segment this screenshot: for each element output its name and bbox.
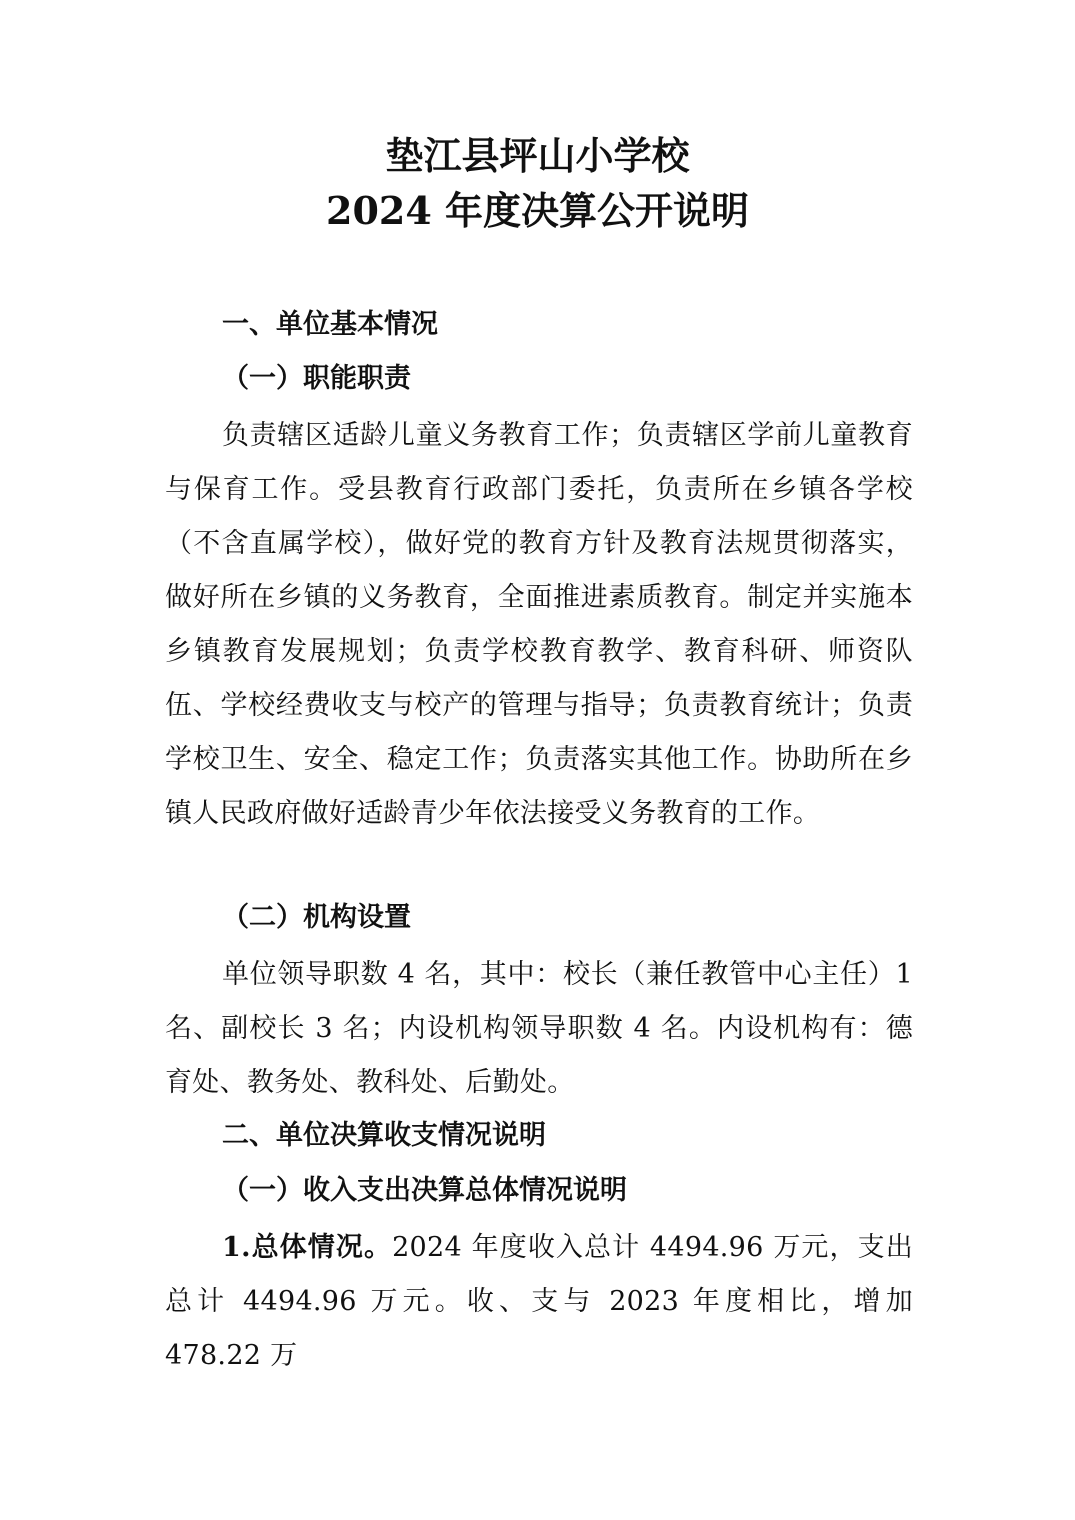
subsection-heading-organization: （二）机构设置: [222, 902, 411, 933]
document-title-line-2: 2024 年度决算公开说明: [326, 188, 749, 233]
document-title-line-1: 垫江县坪山小学校: [385, 133, 690, 178]
organization-paragraph: 单位领导职数 4 名，其中：校长（兼任教管中心主任）1 名、副校长 3 名；内设机构领导职数 4 名。内设机构有：德育处、教务处、教科处、后勤处。: [165, 959, 913, 1098]
section-heading-budget: 二、单位决算收支情况说明: [222, 1120, 546, 1151]
functions-paragraph: 负责辖区适龄儿童义务教育工作；负责辖区学前儿童教育与保育工作。受县教育行政部门委托，负责所在乡镇各学校（不含直属学校），做好党的教育方针及教育法规贯彻落实，做好所在乡镇的义务教育，全面推进素质教育。制定并实施本乡镇教育发展规划；负责学校教育教学、教育科研、师资队伍、学校经费收支与校产的管理与指导；负责教育统计；负责学校卫生、安全、稳定工作；负责落实其他工作。协助所在乡镇人民政府做好适龄青少年依法接受义务教育的工作。: [165, 420, 913, 829]
subsection-heading-overall: （一）收入支出决算总体情况说明: [222, 1175, 627, 1206]
overall-lead: 1.总体情况。: [222, 1232, 393, 1263]
overall-paragraph: [165, 1221, 913, 1383]
section-heading-basic-info: 一、单位基本情况: [222, 309, 438, 340]
overall-text: 2024 年度收入总计 4494.96 万元，支出总计 4494.96 万元。收、支与 2023 年度相比，增加 478.22 万: [165, 1232, 913, 1371]
subsection-heading-functions: （一）职能职责: [222, 363, 411, 394]
